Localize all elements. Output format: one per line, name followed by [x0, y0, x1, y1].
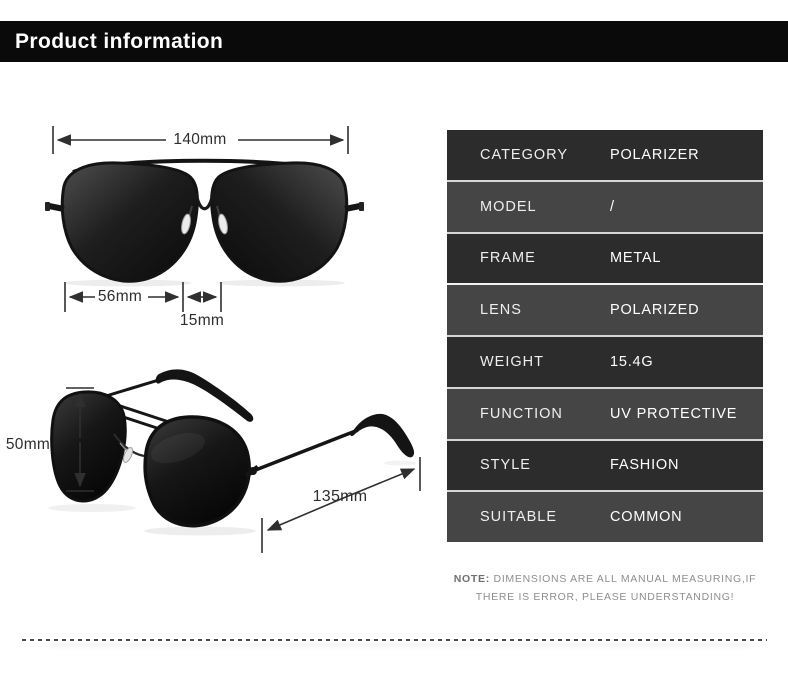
note-prefix: NOTE: — [453, 573, 490, 585]
spec-row-category — [447, 130, 763, 180]
spec-value: METAL — [610, 250, 662, 267]
spec-value: 15.4G — [610, 353, 654, 370]
spec-value: / — [610, 198, 615, 215]
note-line-1: NOTE: DIMENSIONS ARE ALL MANUAL MEASURING,IF — [453, 573, 757, 585]
dimension-label-temple-length: 135mm — [312, 488, 368, 505]
page-title: Product information — [15, 29, 224, 53]
spec-value: COMMON — [610, 509, 683, 526]
divider-shadow — [50, 642, 750, 647]
spec-row-style — [447, 439, 763, 491]
dimension-label-lens-width: 56mm — [97, 288, 143, 305]
spec-row-function — [447, 387, 763, 439]
dimension-label-lens-height: 50mm — [5, 436, 51, 453]
sunglasses-illustration — [0, 110, 450, 570]
spec-row-weight — [447, 335, 763, 387]
sunglasses-side-view — [48, 369, 416, 535]
spec-value: FASHION — [610, 457, 680, 474]
dimension-label-frame-width: 140mm — [173, 131, 227, 148]
page-title-bar — [0, 21, 788, 62]
spec-row-frame — [447, 232, 763, 284]
dashed-divider — [22, 639, 767, 641]
spec-row-suitable — [447, 490, 763, 542]
sunglasses-front-view — [45, 161, 364, 287]
spec-label: FRAME — [480, 250, 536, 267]
spec-label: FUNCTION — [480, 405, 563, 422]
spec-label: SUITABLE — [480, 509, 558, 526]
spec-label: CATEGORY — [480, 146, 569, 163]
spec-row-model — [447, 180, 763, 232]
spec-label: MODEL — [480, 198, 537, 215]
dimension-label-bridge-width: 15mm — [179, 312, 225, 329]
spec-value: UV PROTECTIVE — [610, 405, 738, 422]
spec-value: POLARIZER — [610, 146, 700, 163]
spec-value: POLARIZED — [610, 302, 700, 319]
note-line-2: THERE IS ERROR, PLEASE UNDERSTANDING! — [475, 590, 735, 603]
spec-label: LENS — [480, 302, 522, 319]
dimension-arrow-bridge-width — [188, 282, 221, 312]
spec-row-lens — [447, 283, 763, 335]
measurement-note — [445, 571, 765, 606]
spec-table — [447, 130, 763, 542]
spec-label: WEIGHT — [480, 353, 544, 370]
spec-label: STYLE — [480, 457, 531, 474]
